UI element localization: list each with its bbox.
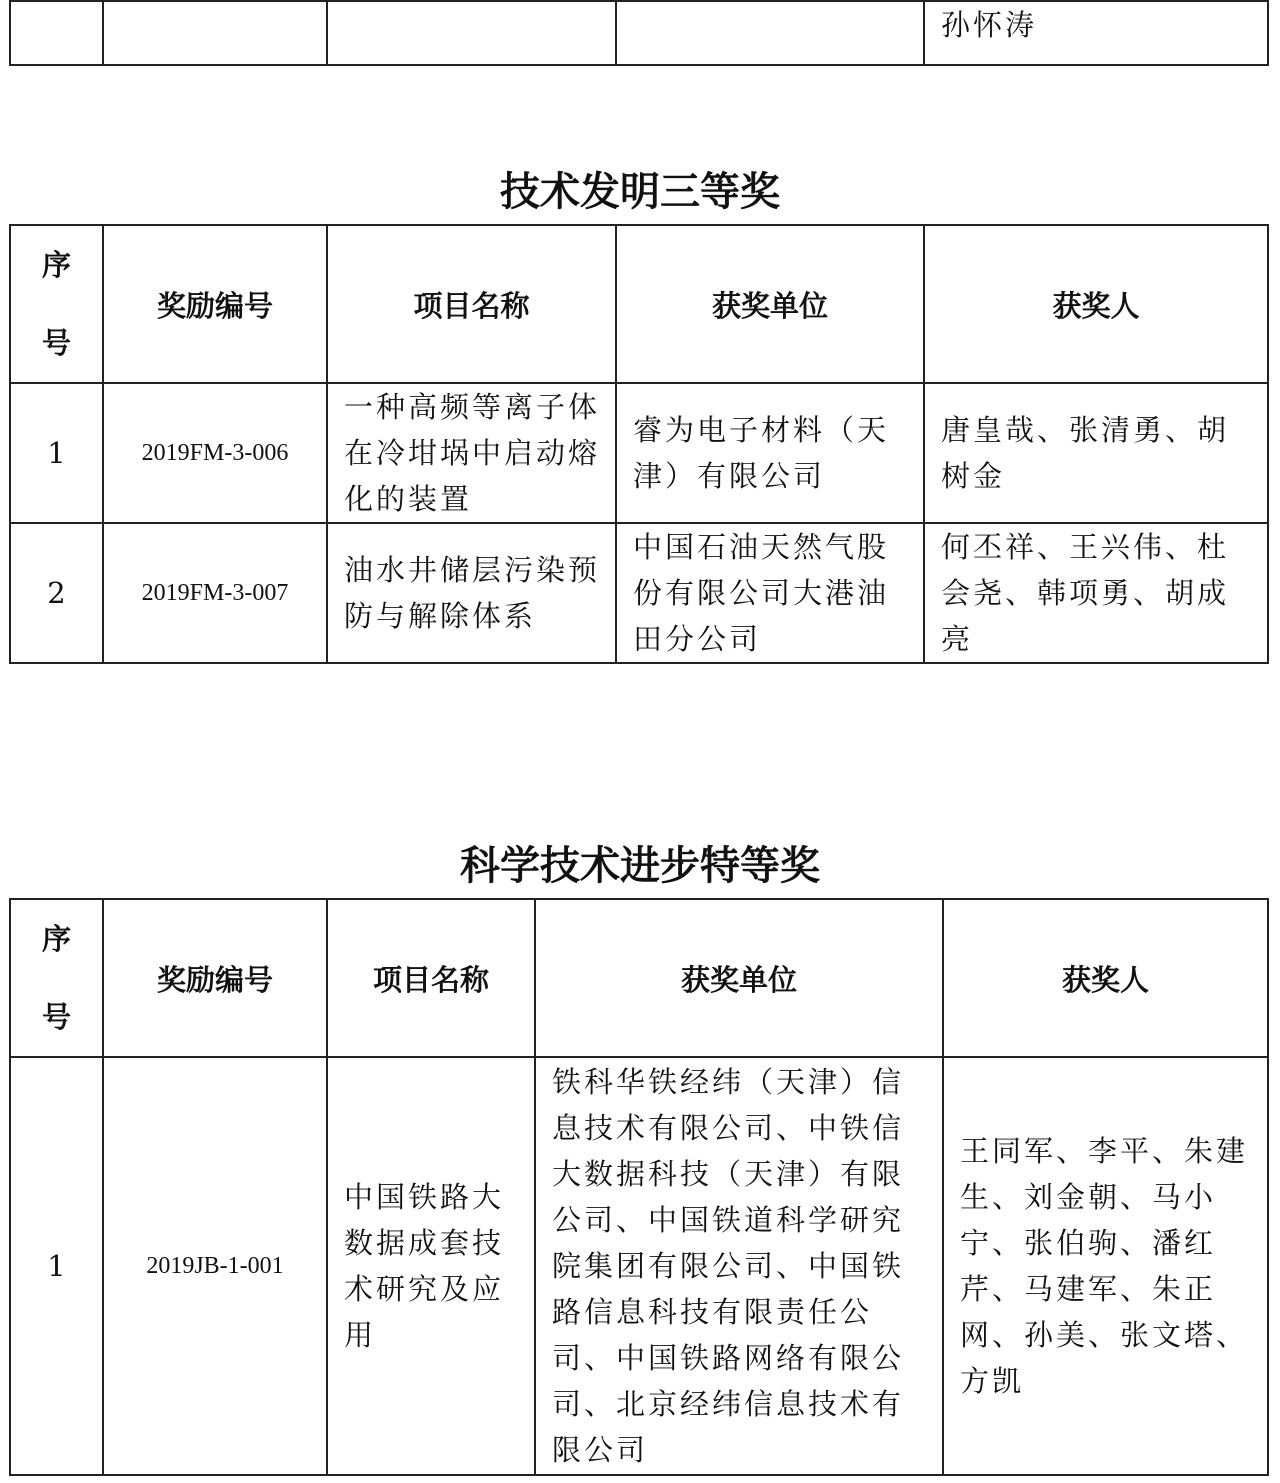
row-code: 2019JB-1-001 <box>103 1057 327 1475</box>
fragment-cell <box>327 1 616 65</box>
top-fragment-table <box>9 0 1269 66</box>
row-seq: 1 <box>10 383 103 523</box>
fragment-people-cell: 孙怀涛 <box>924 1 1268 65</box>
header-project: 项目名称 <box>327 225 616 383</box>
header-unit: 获奖单位 <box>535 899 943 1057</box>
header-people: 获奖人 <box>924 225 1268 383</box>
header-code: 奖励编号 <box>103 899 327 1057</box>
section-title: 科学技术进步特等奖 <box>460 843 820 889</box>
row-people: 唐皇哉、张清勇、胡树金 <box>924 383 1268 523</box>
row-unit: 睿为电子材料（天津）有限公司 <box>616 383 924 523</box>
row-project: 中国铁路大数据成套技术研究及应用 <box>327 1057 535 1475</box>
row-code: 2019FM-3-007 <box>103 523 327 663</box>
row-project: 油水井储层污染预防与解除体系 <box>327 523 616 663</box>
header-code: 奖励编号 <box>103 225 327 383</box>
header-people: 获奖人 <box>943 899 1268 1057</box>
award-table-progress-special <box>9 898 1269 1476</box>
row-project: 一种高频等离子体在冷坩埚中启动熔化的装置 <box>327 383 616 523</box>
row-code: 2019FM-3-006 <box>103 383 327 523</box>
award-table-invention-third <box>9 224 1269 664</box>
row-people: 王同军、李平、朱建生、刘金朝、马小宁、张伯驹、潘红芹、马建军、朱正网、孙美、张文塔、方凯 <box>943 1057 1268 1475</box>
row-people: 何丕祥、王兴伟、杜会尧、韩项勇、胡成亮 <box>924 523 1268 663</box>
row-seq: 1 <box>10 1057 103 1475</box>
row-unit: 铁科华铁经纬（天津）信息技术有限公司、中铁信大数据科技（天津）有限公司、中国铁道科学研究院集团有限公司、中国铁路信息科技有限责任公司、中国铁路网络有限公司、北京经纬信息技术有限公司 <box>535 1057 943 1475</box>
row-unit: 中国石油天然气股份有限公司大港油田分公司 <box>616 523 924 663</box>
fragment-cell <box>10 1 103 65</box>
header-project: 项目名称 <box>327 899 535 1057</box>
header-seq: 序号 <box>10 899 103 1057</box>
fragment-cell <box>616 1 924 65</box>
row-seq: 2 <box>10 523 103 663</box>
fragment-cell <box>103 1 327 65</box>
section-title: 技术发明三等奖 <box>500 169 780 215</box>
header-seq: 序号 <box>10 225 103 383</box>
header-unit: 获奖单位 <box>616 225 924 383</box>
